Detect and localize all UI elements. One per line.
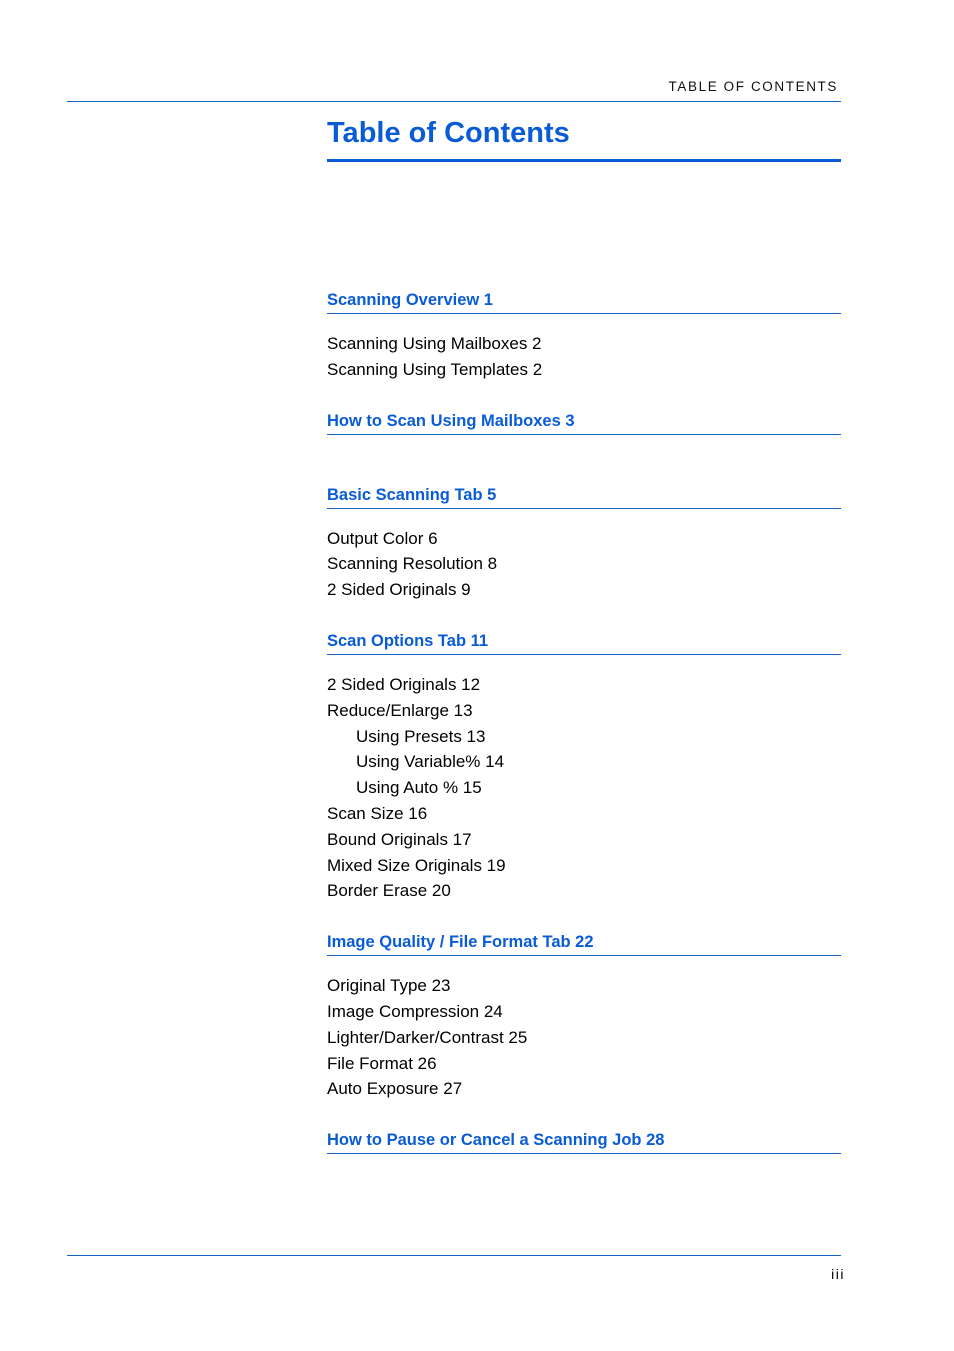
- toc-entry[interactable]: Lighter/Darker/Contrast 25: [327, 1027, 528, 1047]
- toc-entry-list: [327, 956, 841, 1102]
- toc-entry[interactable]: Mixed Size Originals 19: [327, 855, 506, 875]
- toc-entry[interactable]: Scanning Using Templates 2: [327, 359, 543, 379]
- toc-section: [327, 631, 841, 904]
- toc-section: [327, 290, 841, 383]
- toc-entry[interactable]: Output Color 6: [327, 528, 438, 548]
- toc-section-heading[interactable]: Scan Options Tab 11: [327, 631, 841, 655]
- toc-section-heading[interactable]: Image Quality / File Format Tab 22: [327, 932, 841, 956]
- toc-section: [327, 411, 841, 435]
- toc-entry[interactable]: 2 Sided Originals 9: [327, 580, 471, 600]
- toc-subentry[interactable]: Using Auto % 15: [356, 778, 482, 798]
- toc-entry-list: [327, 509, 841, 603]
- toc-section: [327, 932, 841, 1102]
- toc-section: [327, 485, 841, 603]
- page-title: Table of Contents: [327, 117, 570, 149]
- toc-section-heading[interactable]: How to Pause or Cancel a Scanning Job 28: [327, 1130, 841, 1154]
- toc-subentry[interactable]: Using Presets 13: [356, 726, 486, 746]
- toc-entry[interactable]: Original Type 23: [327, 976, 451, 996]
- toc-subentry[interactable]: Using Variable% 14: [356, 752, 505, 772]
- page-number: iii: [831, 1266, 845, 1282]
- title-underline: [327, 159, 841, 162]
- toc-section-heading[interactable]: How to Scan Using Mailboxes 3: [327, 411, 841, 435]
- toc-entry[interactable]: File Format 26: [327, 1053, 437, 1073]
- table-of-contents: [327, 290, 841, 1204]
- toc-entry[interactable]: Scanning Using Mailboxes 2: [327, 334, 542, 353]
- toc-entry[interactable]: Image Compression 24: [327, 1001, 503, 1021]
- toc-entry[interactable]: Bound Originals 17: [327, 829, 472, 849]
- toc-section-heading[interactable]: Scanning Overview 1: [327, 290, 841, 314]
- toc-entry-list: [327, 655, 841, 904]
- toc-entry[interactable]: Border Erase 20: [327, 881, 451, 901]
- toc-entry[interactable]: Auto Exposure 27: [327, 1079, 463, 1099]
- footer-rule: [67, 1255, 841, 1256]
- running-header: TABLE OF CONTENTS: [668, 79, 838, 94]
- toc-entry[interactable]: Scanning Resolution 8: [327, 554, 498, 574]
- header-rule: [67, 101, 841, 102]
- toc-entry[interactable]: Scan Size 16: [327, 803, 428, 823]
- toc-entry[interactable]: 2 Sided Originals 12: [327, 674, 481, 694]
- toc-section-heading[interactable]: Basic Scanning Tab 5: [327, 485, 841, 509]
- toc-section: [327, 1130, 841, 1154]
- toc-entry[interactable]: Reduce/Enlarge 13: [327, 700, 473, 720]
- toc-entry-list: [327, 314, 841, 383]
